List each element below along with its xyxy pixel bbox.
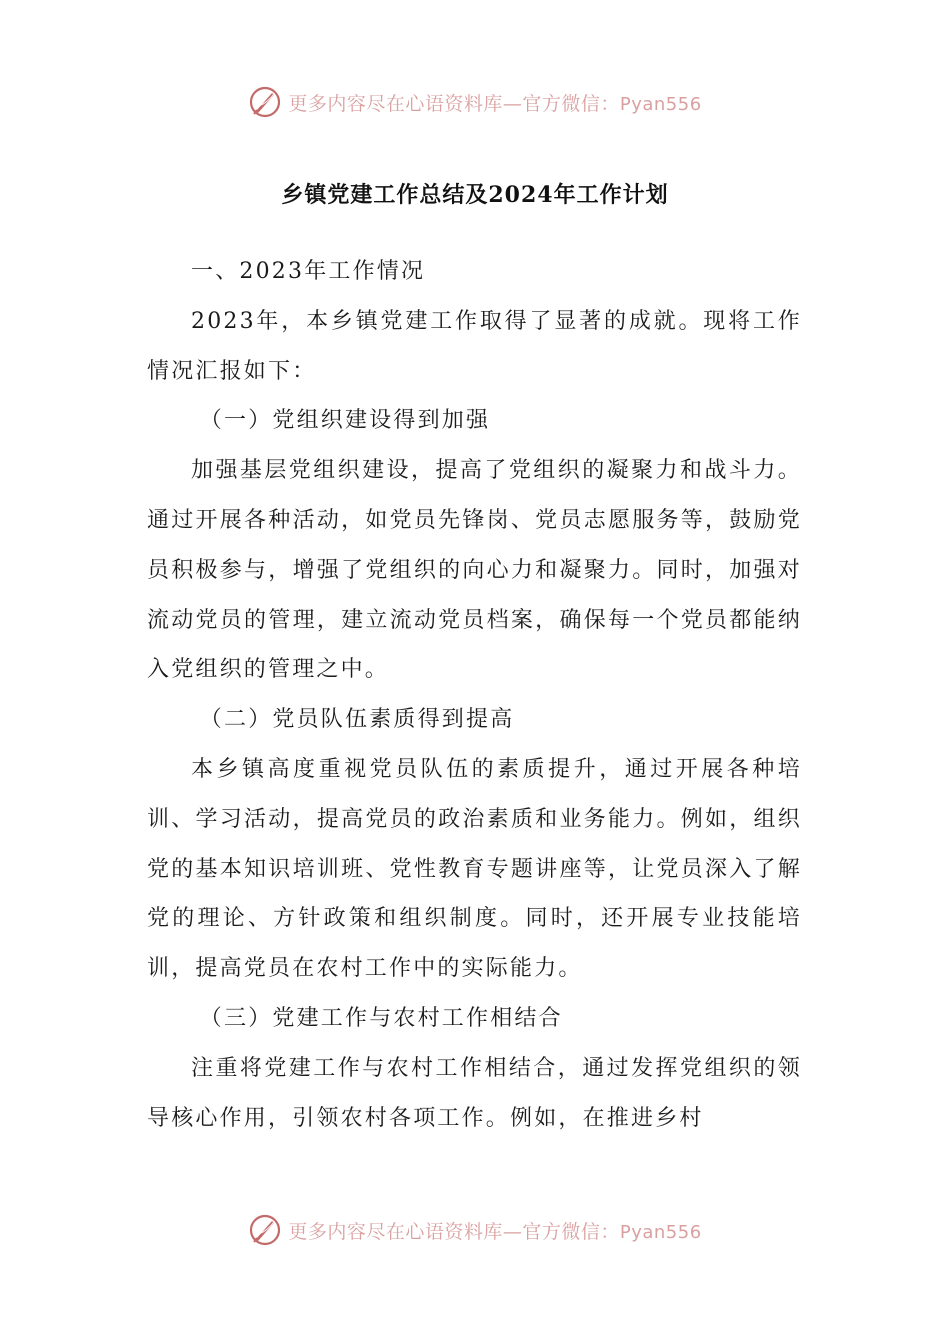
section-heading: 一、2023年工作情况 bbox=[191, 259, 426, 284]
quill-pen-logo-icon bbox=[248, 1213, 282, 1247]
header-watermark bbox=[0, 80, 950, 124]
document-body bbox=[147, 247, 802, 1143]
intro-paragraph: 2023年，本乡镇党建工作取得了显著的成就。现将工作情况汇报如下： bbox=[147, 308, 802, 384]
watermark-text: 更多内容尽在心语资料库—官方微信：Pyan556 bbox=[288, 1220, 702, 1243]
watermark-text: 更多内容尽在心语资料库—官方微信：Pyan556 bbox=[288, 92, 702, 115]
subsection-body-3: 注重将党建工作与农村工作相结合，通过发挥党组织的领导核心作用，引领农村各项工作。例如，在推进乡村 bbox=[147, 1055, 802, 1131]
quill-pen-logo-icon bbox=[248, 85, 282, 119]
document-title: 乡镇党建工作总结及2024年工作计划 bbox=[281, 182, 669, 208]
subsection-body-1: 加强基层党组织建设，提高了党组织的凝聚力和战斗力。通过开展各种活动，如党员先锋岗、党员志愿服务等，鼓励党员积极参与，增强了党组织的向心力和凝聚力。同时，加强对流动党员的管理，建立流动党员档案，确保每一个党员都能纳入党组织的管理之中。 bbox=[147, 458, 802, 683]
subsection-heading-1: （一）党组织建设得到加强 bbox=[199, 408, 491, 434]
subsection-body-2: 本乡镇高度重视党员队伍的素质提升，通过开展各种培训、学习活动，提高党员的政治素质和业务能力。例如，组织党的基本知识培训班、党性教育专题讲座等，让党员深入了解党的理论、方针政策和组织制度。同时，还开展专业技能培训，提高党员在农村工作中的实际能力。 bbox=[147, 756, 802, 982]
subsection-heading-2: （二）党员队伍素质得到提高 bbox=[199, 707, 515, 733]
footer-watermark bbox=[0, 1208, 950, 1252]
subsection-heading-3: （三）党建工作与农村工作相结合 bbox=[199, 1005, 563, 1031]
